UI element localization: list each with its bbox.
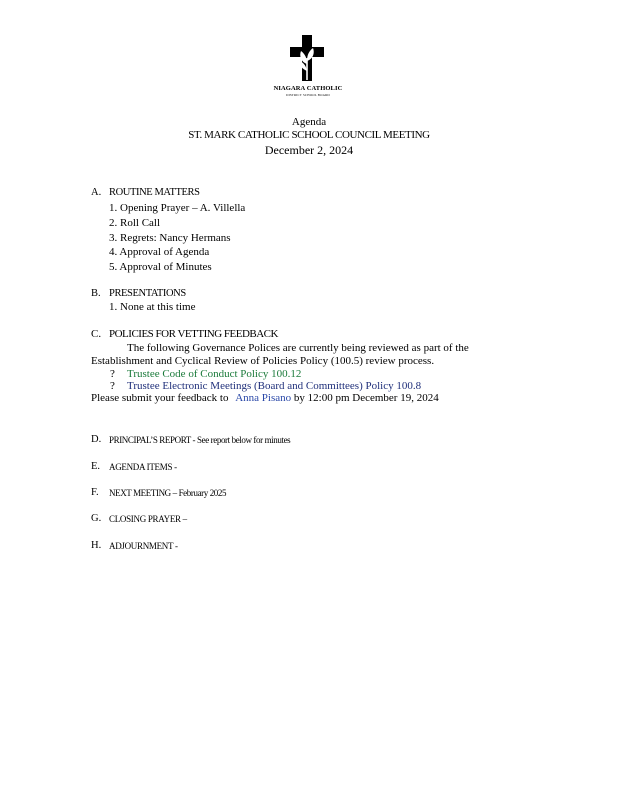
list-item: 5. Approval of Minutes bbox=[109, 261, 212, 273]
agenda-label: Agenda bbox=[291, 116, 327, 128]
section-f-title: NEXT MEETING – February 2025 bbox=[109, 488, 227, 498]
section-a-title: ROUTINE MATTERS bbox=[109, 187, 200, 198]
section-c-letter: C. bbox=[91, 328, 102, 340]
list-item: 3. Regrets: Nancy Hermans bbox=[109, 232, 231, 244]
logo-name: NIAGARA CATHOLIC bbox=[273, 85, 343, 92]
bullet-marker: ? bbox=[110, 380, 115, 392]
section-g-title: CLOSING PRAYER – bbox=[109, 514, 187, 524]
policy-link-code-of-conduct[interactable]: Trustee Code of Conduct Policy 100.12 bbox=[127, 368, 302, 380]
list-item: 4. Approval of Agenda bbox=[109, 246, 210, 258]
feedback-line bbox=[91, 392, 439, 404]
section-h-letter: H. bbox=[91, 540, 102, 551]
section-e-title: AGENDA ITEMS - bbox=[109, 462, 177, 472]
policy-paragraph-line2: Establishment and Cyclical Review of Policies Policy (100.5) review process. bbox=[91, 355, 435, 367]
list-item: 1. Opening Prayer – A. Villella bbox=[109, 202, 246, 214]
feedback-prefix: Please submit your feedback to bbox=[91, 392, 229, 404]
section-e-letter: E. bbox=[91, 461, 101, 472]
section-g-letter: G. bbox=[91, 513, 102, 524]
logo-subname: DISTRICT SCHOOL BOARD bbox=[286, 93, 330, 97]
policy-link-electronic-meetings[interactable]: Trustee Electronic Meetings (Board and Committees) Policy 100.8 bbox=[127, 380, 422, 392]
board-logo bbox=[268, 34, 348, 100]
cross-logo-icon bbox=[268, 34, 348, 84]
section-h-title: ADJOURNMENT - bbox=[109, 541, 178, 551]
meeting-title: ST. MARK CATHOLIC SCHOOL COUNCIL MEETING bbox=[188, 129, 430, 141]
bullet-marker: ? bbox=[110, 368, 115, 380]
list-item: 2. Roll Call bbox=[109, 217, 161, 229]
section-f-letter: F. bbox=[91, 487, 99, 498]
section-d-title: PRINCIPAL’S REPORT - See report below for minutes bbox=[109, 435, 291, 445]
section-b-title: PRESENTATIONS bbox=[109, 288, 186, 299]
feedback-contact-link[interactable]: Anna Pisano bbox=[235, 392, 292, 404]
section-b-letter: B. bbox=[91, 288, 101, 299]
feedback-suffix: by 12:00 pm December 19, 2024 bbox=[293, 392, 439, 404]
section-a-letter: A. bbox=[91, 187, 102, 198]
list-item: 1. None at this time bbox=[109, 301, 196, 313]
policy-paragraph-line1: The following Governance Polices are currently being reviewed as part of the bbox=[127, 342, 469, 354]
section-c-title: POLICIES FOR VETTING FEEDBACK bbox=[109, 328, 278, 340]
meeting-date: December 2, 2024 bbox=[264, 143, 354, 157]
section-d-letter: D. bbox=[91, 434, 102, 445]
